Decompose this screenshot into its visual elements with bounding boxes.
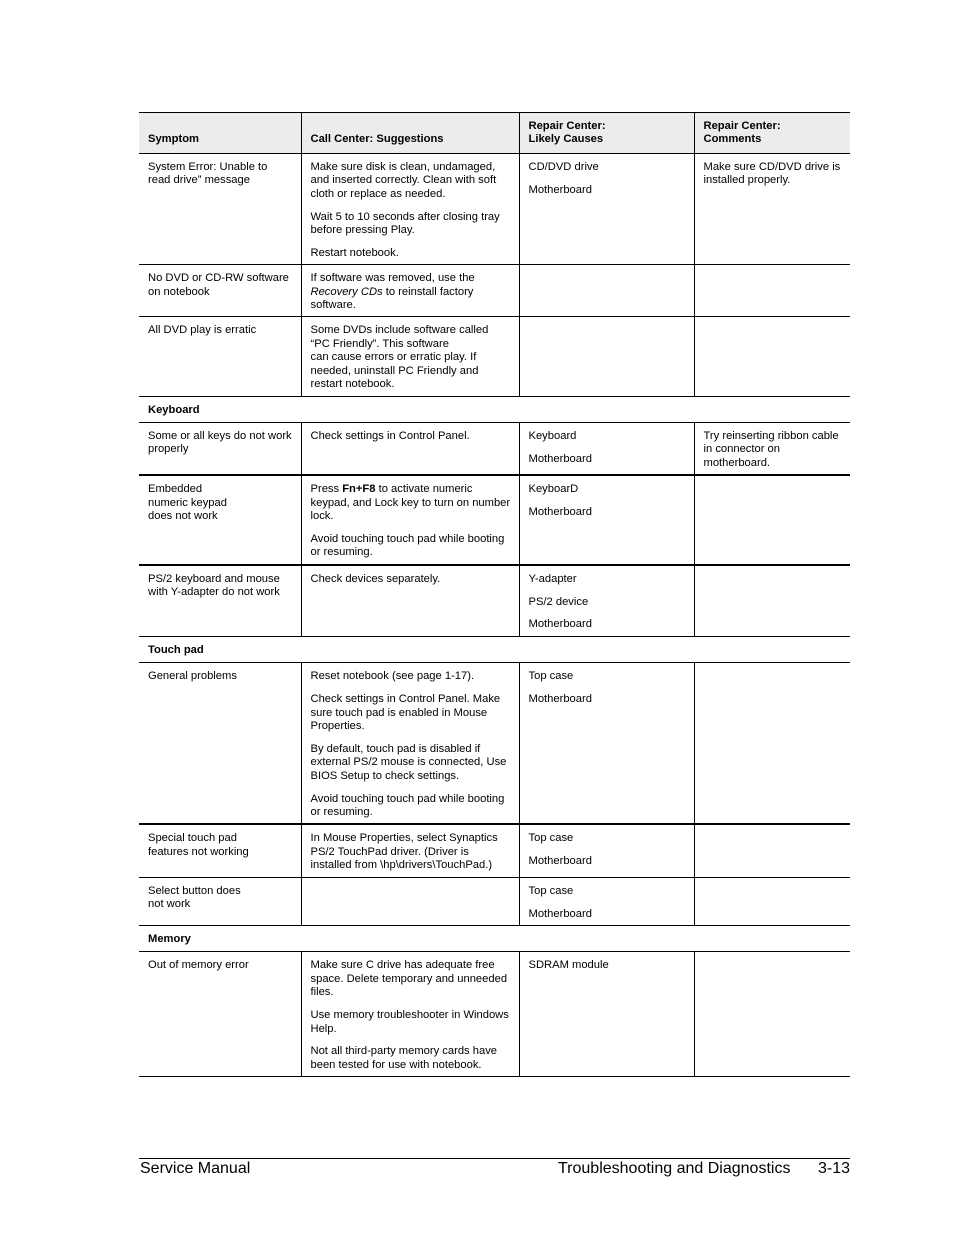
- cause-text: Motherboard: [528, 855, 592, 868]
- suggestion-text: Not all third-party memory cards have been tested for use with notebook.: [310, 1045, 498, 1071]
- likely-causes-cell: [519, 877, 694, 925]
- footer-chapter-title: Troubleshooting and Diagnostics: [558, 1160, 791, 1177]
- suggestions-cell: [301, 824, 519, 877]
- suggestion-text: Press Fn+F8 to activate numeric keypad, and Lock key to turn on number lock.: [310, 483, 511, 522]
- suggestion-text: Check settings in Control Panel. Make sure touch pad is enabled in Mouse Properties.: [310, 693, 501, 732]
- suggestion-text: Check devices separately.: [310, 572, 441, 585]
- suggestions-cell: [301, 952, 519, 1077]
- comments-cell: Make sure CD/DVD drive is installed properly.: [694, 153, 850, 264]
- footer-page-number: 3-13: [817, 1160, 850, 1177]
- header-symptom: Symptom: [139, 113, 301, 154]
- table-row: [139, 422, 850, 475]
- comments-cell: [694, 475, 850, 565]
- symptom-cell: Out of memory error: [148, 959, 249, 972]
- suggestions-cell: [301, 877, 519, 925]
- suggestions-cell: [301, 153, 519, 264]
- symptom-cell: General problems: [148, 670, 237, 683]
- likely-causes-cell: [519, 265, 694, 317]
- section-row: [139, 396, 850, 422]
- table-row: [139, 824, 850, 877]
- comments-cell: [694, 565, 850, 637]
- suggestion-text: If software was removed, use the Recovery CDs to reinstall factory software.: [310, 272, 475, 312]
- cause-text: Motherboard: [528, 183, 592, 196]
- header-likely-causes: Repair Center: Likely Causes: [519, 113, 694, 154]
- cause-text: Motherboard: [528, 506, 592, 519]
- likely-causes-cell: [519, 317, 694, 396]
- comments-cell: [694, 877, 850, 925]
- table-row: [139, 153, 850, 264]
- comments-cell: [694, 663, 850, 825]
- cause-text: Y-adapter: [528, 572, 577, 585]
- suggestion-text: Make sure disk is clean, undamaged, and inserted correctly. Clean with soft cloth or replace as needed.: [310, 160, 497, 200]
- italic-text: Recovery CDs: [310, 285, 383, 298]
- table-row: [139, 877, 850, 925]
- footer-rule: [139, 1158, 850, 1159]
- cause-text: Motherboard: [528, 693, 592, 706]
- section-heading: Keyboard: [148, 403, 200, 416]
- symptom-cell: System Error: Unable to read drive” message: [148, 160, 268, 187]
- suggestion-text: Make sure C drive has adequate free space. Delete temporary and unneeded files.: [310, 959, 508, 999]
- table-row: [139, 317, 850, 396]
- suggestion-text: In Mouse Properties, select Synaptics PS/2 TouchPad driver. (Driver is installed from \hp\drivers\TouchPad.): [310, 832, 498, 872]
- header-call-center-suggestions: Call Center: Suggestions: [301, 113, 519, 154]
- likely-causes-cell: [519, 475, 694, 565]
- cause-text: Motherboard: [528, 907, 592, 920]
- suggestion-text: Some DVDs include software called “PC Friendly”. This software can cause errors or erratic play. If needed, uninstall PC Friendly and restart notebook.: [310, 324, 489, 391]
- suggestion-text: Check settings in Control Panel.: [310, 429, 470, 442]
- suggestions-cell: [301, 422, 519, 475]
- table-body: [139, 153, 850, 1076]
- cause-text: CD/DVD drive: [528, 160, 599, 173]
- header-comments: Repair Center: Comments: [694, 113, 850, 154]
- suggestions-cell: [301, 663, 519, 825]
- likely-causes-cell: [519, 565, 694, 637]
- table-row: [139, 265, 850, 317]
- likely-causes-cell: [519, 153, 694, 264]
- symptom-cell: Select button does not work: [148, 884, 241, 911]
- symptom-cell: All DVD play is erratic: [148, 324, 257, 337]
- key-combo: Fn+F8: [342, 483, 376, 496]
- cause-text: Top case: [528, 832, 574, 845]
- suggestions-cell: [301, 317, 519, 396]
- suggestion-text: Reset notebook (see page 1-17).: [310, 670, 475, 683]
- symptom-cell: No DVD or CD-RW software on notebook: [148, 272, 289, 298]
- table-header: [139, 113, 850, 154]
- cause-text: Motherboard: [528, 452, 592, 465]
- comments-cell: [694, 952, 850, 1077]
- suggestion-text: Restart notebook.: [310, 246, 399, 259]
- comments-cell: [694, 317, 850, 396]
- comments-cell: [694, 265, 850, 317]
- cause-text: SDRAM module: [528, 959, 609, 972]
- likely-causes-cell: [519, 952, 694, 1077]
- cause-text: PS/2 device: [528, 595, 589, 608]
- section-row: [139, 636, 850, 662]
- troubleshooting-table-container: [139, 112, 850, 1077]
- likely-causes-cell: [519, 422, 694, 475]
- suggestion-text: Avoid touching touch pad while booting or resuming.: [310, 792, 505, 819]
- section-heading: Memory: [148, 932, 191, 945]
- troubleshooting-table: [139, 112, 850, 1077]
- cause-text: Motherboard: [528, 618, 592, 631]
- cause-text: Keyboard: [528, 429, 577, 442]
- footer-manual-title: Service Manual: [140, 1160, 251, 1177]
- header-row: [139, 113, 850, 154]
- suggestion-text: Use memory troubleshooter in Windows Help.: [310, 1009, 509, 1035]
- suggestion-text: By default, touch pad is disabled if external PS/2 mouse is connected, Use BIOS Setup to check settings.: [310, 742, 507, 782]
- suggestions-cell: [301, 265, 519, 317]
- cause-text: Top case: [528, 884, 574, 897]
- table-row: [139, 663, 850, 825]
- likely-causes-cell: [519, 824, 694, 877]
- table-row: [139, 952, 850, 1077]
- symptom-cell: PS/2 keyboard and mouse with Y-adapter do not work: [148, 572, 280, 599]
- suggestions-cell: [301, 565, 519, 637]
- symptom-cell: Embedded numeric keypad does not work: [148, 483, 227, 522]
- comments-cell: [694, 824, 850, 877]
- table-row: [139, 565, 850, 637]
- symptom-cell: Special touch pad features not working: [148, 832, 249, 858]
- section-heading: Touch pad: [148, 643, 204, 656]
- suggestion-text: Wait 5 to 10 seconds after closing tray before pressing Play.: [310, 210, 500, 236]
- likely-causes-cell: [519, 663, 694, 825]
- suggestion-text: Avoid touching touch pad while booting or resuming.: [310, 532, 505, 559]
- suggestions-cell: [301, 475, 519, 565]
- cause-text: Top case: [528, 670, 574, 683]
- comments-cell: Try reinserting ribbon cable in connector on motherboard.: [694, 422, 850, 475]
- cause-text: KeyboarD: [528, 483, 579, 496]
- section-row: [139, 925, 850, 951]
- table-row: [139, 475, 850, 565]
- symptom-cell: Some or all keys do not work properly: [148, 429, 292, 456]
